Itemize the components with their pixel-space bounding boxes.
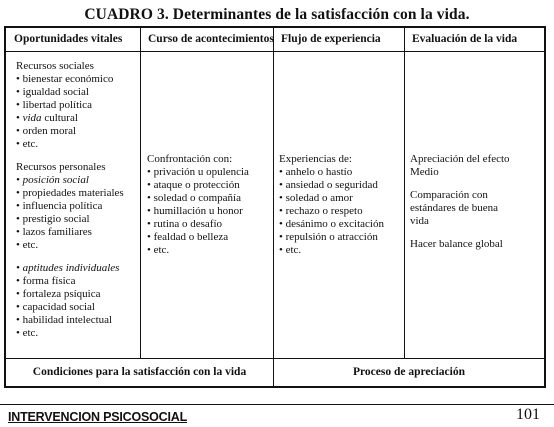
list-item: • libertad política [16, 99, 124, 112]
group-title: Experiencias de: [279, 153, 352, 165]
list-item: • soledad o compañía [147, 192, 249, 205]
list-item: • igualdad social [16, 86, 124, 99]
column-divider [140, 28, 141, 358]
list-item: • anhelo o hastío [279, 166, 384, 179]
list-item: • rechazo o respeto [279, 205, 384, 218]
group-title: Recursos sociales [16, 60, 94, 72]
cell-evaluacion [410, 153, 510, 251]
list-item: • etc. [279, 244, 384, 257]
column-divider [404, 28, 405, 358]
table-frame [4, 26, 546, 388]
footer-cell-right: Proceso de apreciación [353, 366, 465, 378]
list-item: • privación u opulencia [147, 166, 249, 179]
list-item: • bienestar económico [16, 73, 124, 86]
page-number: 101 [516, 406, 540, 423]
list-item: • fealdad o belleza [147, 231, 249, 244]
table-footer-row [6, 358, 544, 386]
list-item: • ataque o protección [147, 179, 249, 192]
column-header: Curso de acontecimientos [148, 33, 274, 45]
table-header-row [6, 28, 544, 52]
list-item: • etc. [16, 327, 124, 340]
list-item: • desánimo o excitación [279, 218, 384, 231]
text-line: Comparación con [410, 189, 488, 201]
list-item: • lazos familiares [16, 226, 124, 239]
list-item: • influencia política [16, 200, 124, 213]
text-line: Hacer balance global [410, 238, 503, 250]
list-item: • etc. [16, 239, 124, 252]
list-item: • repulsión o atracción [279, 231, 384, 244]
text-line: Medio [410, 166, 439, 178]
list-item: • forma física [16, 275, 124, 288]
cell-curso [147, 153, 249, 257]
list-item: • habilidad intelectual [16, 314, 124, 327]
cell-flujo [279, 153, 384, 257]
column-header: Oportunidades vitales [14, 33, 123, 45]
footer-rule [0, 404, 554, 405]
list-item: • capacidad social [16, 301, 124, 314]
list-item: • aptitudes individuales [16, 262, 124, 275]
footer-cell-left: Condiciones para la satisfacción con la vida [32, 366, 247, 378]
column-header: Evaluación de la vida [412, 33, 518, 45]
list-item: • prestigio social [16, 213, 124, 226]
list-item: • humillación u honor [147, 205, 249, 218]
item-rest: cultural [44, 112, 78, 124]
list-item: • etc. [16, 138, 124, 151]
list-item: • rutina o desafío [147, 218, 249, 231]
list-item: • posición social [16, 174, 124, 187]
list-item: • ansiedad o seguridad [279, 179, 384, 192]
text-line: vida [410, 215, 429, 227]
list-item [16, 112, 124, 125]
running-head: INTERVENCION PSICOSOCIAL [8, 410, 188, 424]
group-title: Confrontación con: [147, 153, 233, 165]
list-item: • soledad o amor [279, 192, 384, 205]
list-item: • etc. [147, 244, 249, 257]
table-title: CUADRO 3. Determinantes de la satisfacción con la vida. [84, 6, 470, 23]
text-line: estándares de buena [410, 202, 498, 214]
list-item: • propiedades materiales [16, 187, 124, 200]
group-title: Recursos personales [16, 161, 106, 173]
italic-word: vida [22, 112, 42, 124]
text-line: Apreciación del efecto [410, 153, 510, 165]
column-divider [273, 28, 274, 386]
list-item: • fortaleza psíquica [16, 288, 124, 301]
column-header: Flujo de experiencia [281, 33, 381, 45]
cell-oportunidades [16, 60, 124, 340]
list-item: • orden moral [16, 125, 124, 138]
